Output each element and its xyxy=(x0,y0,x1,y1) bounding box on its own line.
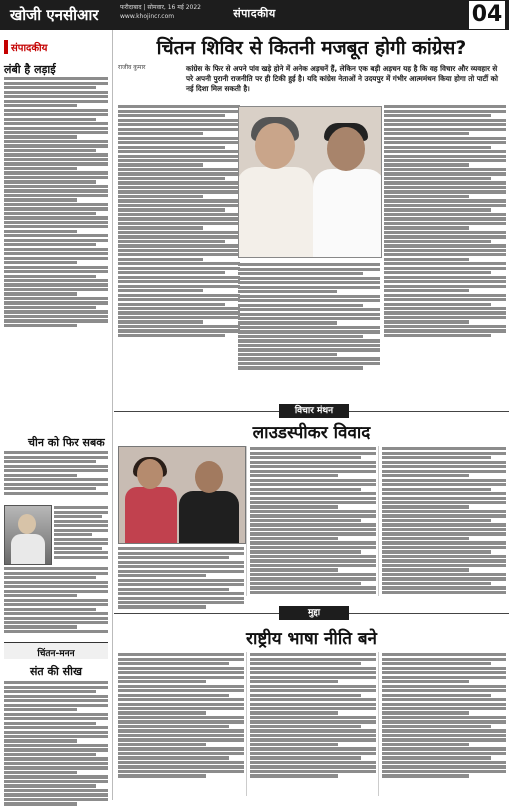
loudspeaker-col2 xyxy=(250,446,376,595)
article2-body-wrap xyxy=(54,505,108,560)
main-article-col3 xyxy=(384,104,506,338)
article3-body xyxy=(4,680,108,807)
article1-title: लंबी है लड़ाई xyxy=(4,63,56,76)
issue-date: फरीदाबाद | सोमवार, 16 मई 2022 xyxy=(120,4,201,11)
column-rule xyxy=(246,446,247,596)
loudspeaker-headline: लाउडस्पीकर विवाद xyxy=(252,423,371,443)
mudda-tag: मुद्दा xyxy=(114,606,509,620)
column-rule xyxy=(246,652,247,796)
byline: राजीव कुमार xyxy=(118,64,146,71)
main-headline: चिंतन शिविर से कितनी मजबूत होगी कांग्रेस? xyxy=(156,37,467,59)
language-col1 xyxy=(118,652,244,779)
article2-title: चीन को फिर सबक xyxy=(28,436,105,449)
newspaper-logo: खोजी एनसीआर xyxy=(4,2,105,28)
article3-title: संत की सीख xyxy=(30,665,82,678)
chintan-manan-label: चिंतन-मनन xyxy=(4,642,108,659)
page-number: 04 xyxy=(469,1,505,29)
article1-body xyxy=(4,76,108,328)
sidebar-label: संपादकीय xyxy=(4,40,108,54)
language-policy-headline: राष्ट्रीय भाषा नीति बने xyxy=(246,629,377,649)
main-article-col2 xyxy=(238,262,380,371)
vichar-manthan-tag: विचार मंथन xyxy=(114,404,509,418)
article2-body xyxy=(4,450,108,496)
main-article-col1 xyxy=(118,104,240,338)
section-title: संपादकीय xyxy=(233,7,276,20)
language-col2 xyxy=(250,652,376,779)
loudspeaker-photo xyxy=(118,446,246,544)
leaders-photo xyxy=(238,106,382,258)
column-rule xyxy=(378,446,379,596)
article2-body-end xyxy=(4,566,108,634)
masthead xyxy=(0,0,509,30)
loudspeaker-col1 xyxy=(118,546,244,610)
leader-photo xyxy=(4,505,52,565)
website: www.khojincr.com xyxy=(120,13,175,20)
sidebar xyxy=(0,30,113,800)
loudspeaker-col3 xyxy=(382,446,506,595)
column-rule xyxy=(378,652,379,796)
language-col3 xyxy=(382,652,506,779)
headline-deck: कांग्रेस के फिर से अपने पांव खड़े होने में अनेक अड़चनें हैं, लेकिन एक बड़ी अड़चन यह है कि वह विचार और व्यवहार से परे अपनी पुरानी राजनीति पर ही टिकी हुई है। यदि कांग्रेस नेताओं ने उदयपुर में गंभीर आत्ममंथन किया होगा तो पार्टी को नई दिशा मिल सकती है। xyxy=(186,64,499,93)
